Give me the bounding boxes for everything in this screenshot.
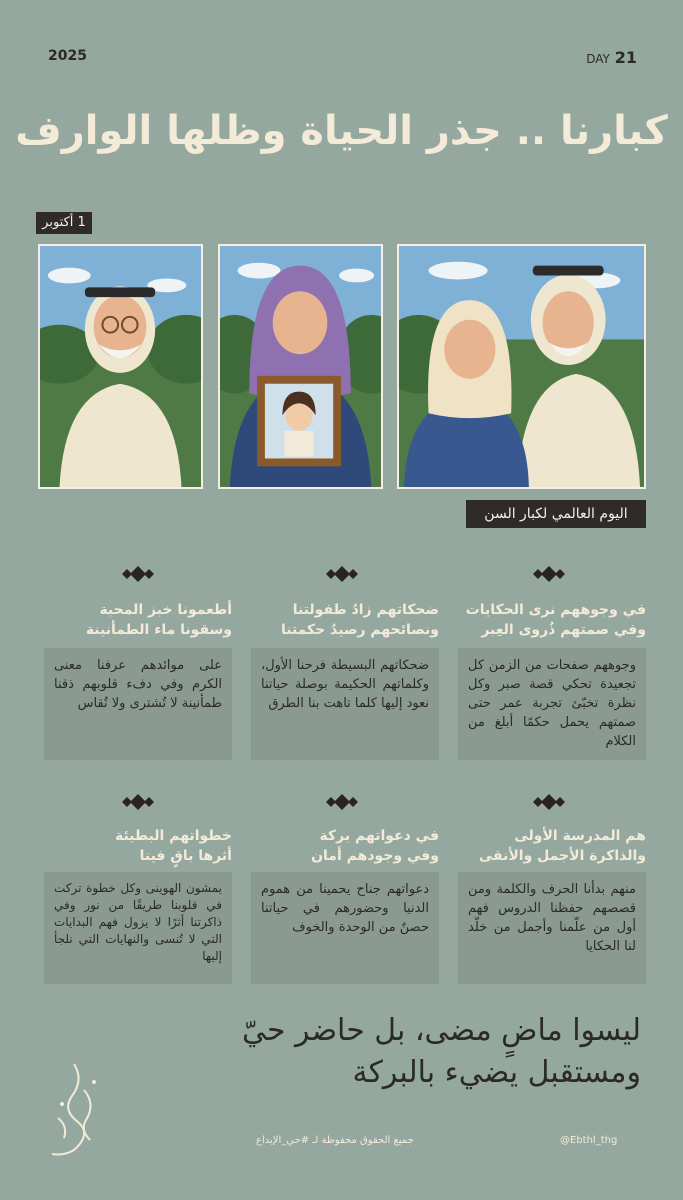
diamond-trio-icon (116, 794, 160, 810)
card-body: ضحكاتهم البسيطة فرحنا الأول، وكلماتهم الحكيمة بوصلة حياتنا نعود إليها كلما تاهت بنا الطرق (251, 648, 439, 760)
diamond-trio-icon (320, 566, 364, 582)
calligraphy-logo-icon (44, 1060, 108, 1160)
card-heading-line: أطعمونا خبز المحبة (99, 602, 232, 618)
photo-elderly-man (38, 244, 203, 489)
page-title: كبارنا .. جذر الحياة وظلها الوارف (15, 108, 668, 154)
card-body: دعواتهم جناح يحمينا من هموم الدنيا وحضورهم في حياتنا حصنٌ من الوحدة والخوف (251, 872, 439, 984)
card-heading-line: وفي صمتهم ذُروى العِبر (481, 622, 646, 638)
copyright-text: جميع الحقوق محفوظة لـ #حي_الإبداع (256, 1135, 414, 1146)
diamond-trio-icon (116, 566, 160, 582)
day-prefix: DAY (586, 52, 610, 66)
card-heading-line: في دعواتهم بركة (319, 828, 439, 844)
caption-badge: اليوم العالمي لكبار السن (466, 500, 646, 528)
diamond-trio-icon (527, 794, 571, 810)
closing-line-2: ومستقبل يضيء بالبركة (352, 1055, 641, 1090)
year-label: 2025 (48, 48, 87, 64)
photo-elderly-woman-with-frame (218, 244, 383, 489)
card-heading (458, 600, 646, 640)
card-body: منهم بدأنا الحرف والكلمة ومن قصصهم حفظنا الدروس فهم أول من علّمنا وأجمل من خلّد لنا الحكايا (458, 872, 646, 984)
diamond-trio-icon (320, 794, 364, 810)
day-label (586, 48, 637, 67)
card-heading-line: ونصائحهم رصيدُ حكمتنا (280, 622, 439, 638)
card-heading-line: وسقونا ماء الطمأنينة (85, 622, 232, 638)
card-heading-line: في وجوههم نرى الحكايات (465, 602, 646, 618)
card-heading (251, 826, 439, 866)
card-heading-line: أثرها باقٍ فينا (139, 848, 232, 864)
card-heading-line: خطواتهم البطيئة (115, 828, 232, 844)
card-heading (44, 600, 232, 640)
day-number: 21 (614, 48, 637, 67)
social-handle: @Ebthl_thg (560, 1135, 618, 1146)
card-heading (251, 600, 439, 640)
card-heading (44, 826, 232, 866)
card-body: وجوههم صفحات من الزمن كل تجعيدة تحكي قصة صبر وكل نظرة تخبّئ تجربة عمر حتى صمتهم يحمل حكمًا أبلغ من الكلام (458, 648, 646, 760)
card-body: يمشون الهوينى وكل خطوة تركت في قلوبنا طريقًا من نور وفي ذاكرتنا أثرًا لا يزول فهم البدايات التي لا تُنسى والنهايات التي نلجأ إليها (44, 872, 232, 984)
card-heading-line: وفي وجودهم أمان (311, 848, 439, 864)
card-heading (458, 826, 646, 866)
date-badge: 1 أكتوبر (36, 212, 92, 234)
card-heading-line: ضحكاتهم زادُ طفولتنا (292, 602, 439, 618)
photo-elderly-couple (397, 244, 646, 489)
card-body: على موائدهم عرفنا معنى الكرم وفي دفء قلوبهم ذقنا طمأنينة لا تُشترى ولا تُقاس (44, 648, 232, 760)
diamond-trio-icon (527, 566, 571, 582)
card-heading-line: هم المدرسة الأولى (514, 828, 646, 844)
card-heading-line: والذاكرة الأجمل والأنقى (478, 848, 646, 864)
closing-line-1: ليسوا ماضٍ مضى، بل حاضر حيّ (241, 1013, 641, 1048)
closing-statement (81, 1010, 641, 1094)
